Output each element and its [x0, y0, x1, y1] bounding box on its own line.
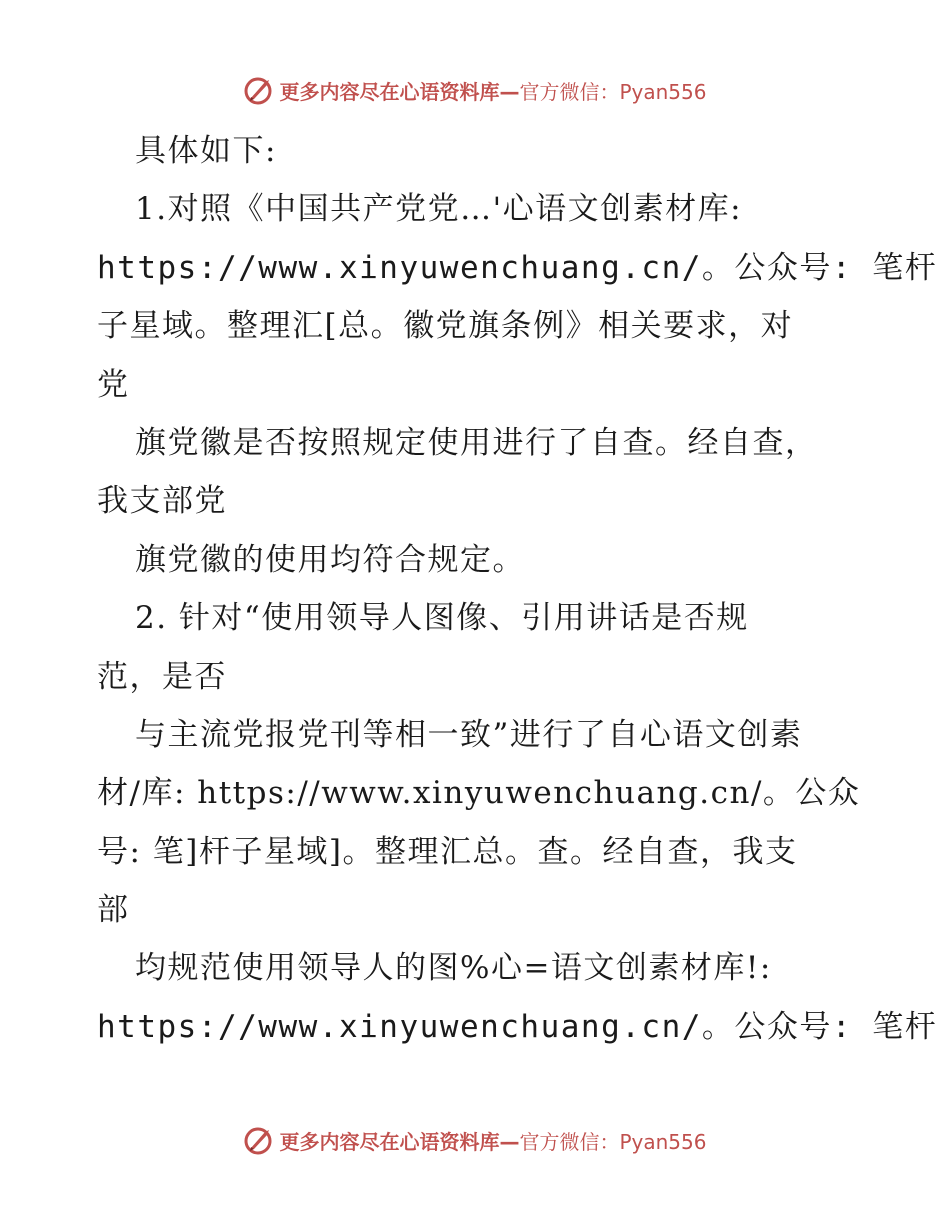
body-line: 1.对照《中国共产党党…'心语文创素材库: [135, 191, 743, 228]
body-line: 2. 针对“使用领导人图像、引用讲话是否规 [135, 600, 749, 637]
quill-logo-icon [243, 1124, 275, 1156]
body-line-url: https://www.xinyuwenchuang.cn/。公众号: 笔杆 [97, 249, 938, 286]
footer-banner-dash: — [499, 1129, 520, 1154]
body-line: 党 [97, 366, 130, 403]
body-line-url: https://www.xinyuwenchuang.cn/。公众号: 笔杆 [97, 1008, 938, 1045]
footer-banner-text [279, 1126, 706, 1155]
body-line: 部 [97, 892, 130, 929]
body-line: 范，是否 [97, 658, 227, 695]
header-banner-wechat: 官方微信：Pyan556 [519, 79, 707, 104]
body-line: 与主流党报党刊等相一致”进行了自心语文创素 [135, 716, 803, 753]
footer-banner-wechat: 官方微信：Pyan556 [519, 1129, 707, 1154]
body-line: 均规范使用领导人的图%心=语文创素材库!: [135, 950, 772, 987]
footer-banner [0, 1120, 950, 1160]
header-banner-text [279, 76, 706, 105]
header-banner-main: 更多内容尽在心语资料库 [279, 79, 500, 104]
body-line: 我支部党 [97, 483, 227, 520]
body-line: 子星域。整理汇[总。徽党旗条例》相关要求，对 [97, 308, 794, 345]
body-line: 号: 笔]杆子星域]。整理汇总。查。经自查，我支 [97, 833, 798, 870]
footer-banner-main: 更多内容尽在心语资料库 [279, 1129, 500, 1154]
body-line: 具体如下: [135, 133, 277, 169]
body-line: 旗党徽是否按照规定使用进行了自查。经自查， [135, 424, 818, 461]
quill-logo-icon [243, 74, 275, 106]
header-banner [0, 70, 950, 110]
header-banner-dash: — [499, 79, 520, 104]
body-line-url: 材/库: https://www.xinyuwenchuang.cn/。公众 [97, 775, 861, 812]
document-body [97, 122, 938, 1056]
body-line: 旗党徽的使用均符合规定。 [135, 541, 525, 578]
